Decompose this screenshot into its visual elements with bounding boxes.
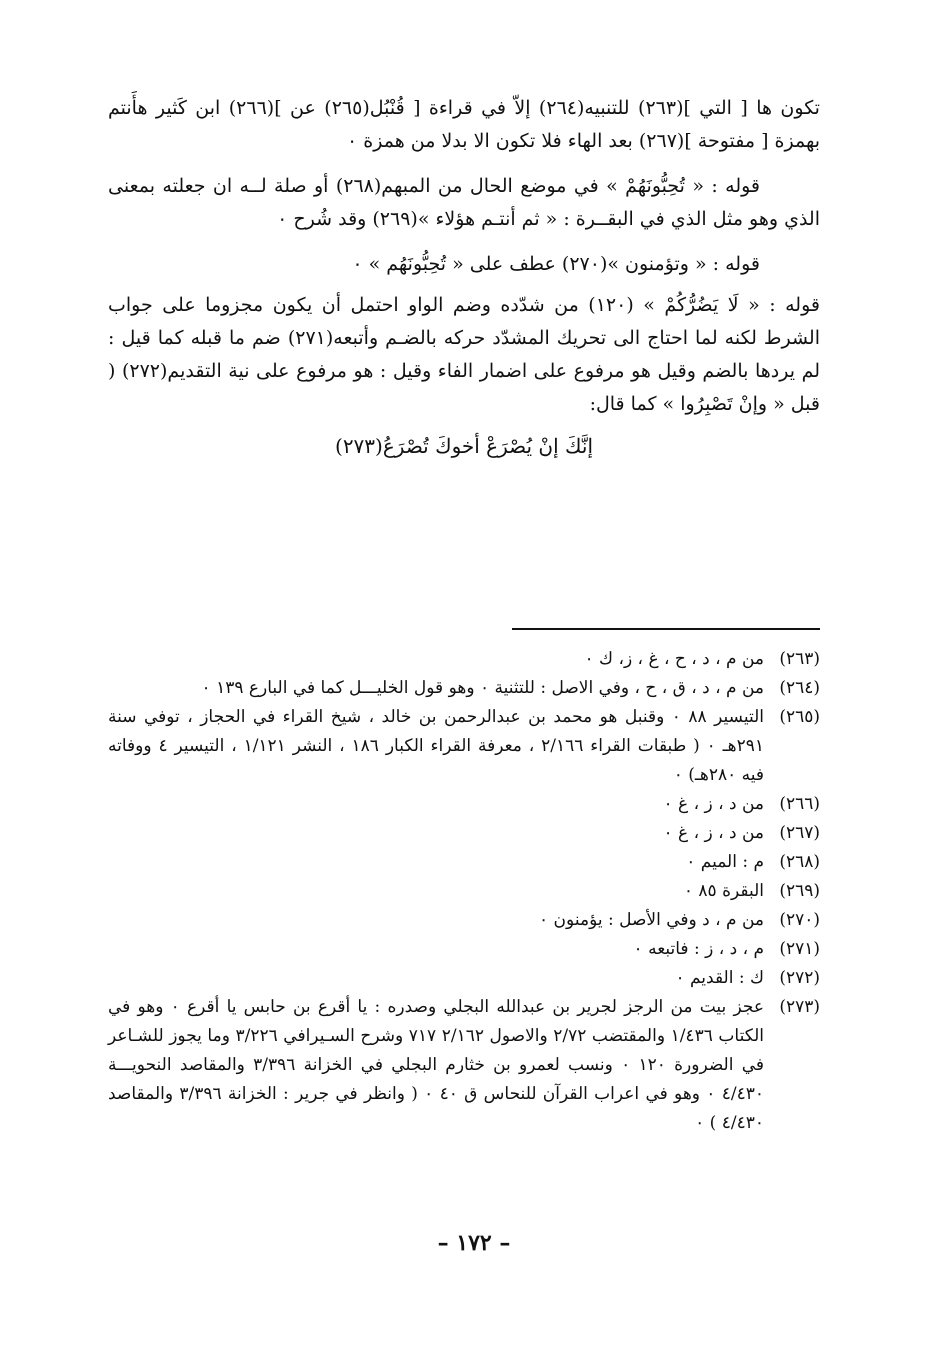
paragraph-3: قوله : « وتؤمنون »(٢٧٠) عطف على « تُحِبُّونَهُم » ٠	[352, 253, 760, 275]
footnote-separator	[512, 628, 820, 630]
footnote-number: (٢٦٣)	[779, 649, 820, 669]
footnote-number: (٢٦٨)	[779, 852, 820, 872]
footnote	[108, 935, 820, 964]
footnote	[108, 674, 820, 703]
footnote	[108, 964, 820, 993]
paragraph-4: قوله : « لَا يَضُرُّكُمْ » (١٢٠) من شدّده وضم الواو احتمل أن يكون مجزوما على جواب الشرط لكنه لما احتاج الى تحريك المشدّد حركه بالضـم وأتبعه(٢٧١) ضم ما قبله كما قيل : لم يردها بالضم وقيل هو مرفوع على اضمار الفاء وقيل : هو مرفوع على نية التقديم(٢٧٢) ( قبل « وإنْ تَصْبِرُوا » كما قال:	[108, 294, 820, 415]
footnote-text: التيسير ٨٨ ٠ وقنبل هو محمد بن عبدالرحمن بن خالد ، شيخ القراء في الحجاز ، توفي سنة ٢٩١هـ ٠ ( طبقات القراء ٢/١٦٦ ، معرفة القراء الكبار ١٨٦ ، النشر ١/١٢١ ، التيسير ٤ ووفاته فيه ٢٨٠هـ) ٠	[108, 707, 764, 785]
footnote-number: (٢٦٥)	[779, 707, 820, 727]
verse-line: إنَّكَ إنْ يُصْرَعْ أخوكَ تُصْرَعُ(٢٧٣)	[335, 434, 593, 458]
footnote-number: (٢٦٦)	[779, 794, 820, 814]
paragraph-1: تكون ها [ التي ](٢٦٣) للتنبيه(٢٦٤) إلاّ في قراءة [ قُنْبُل(٢٦٥) عن ](٢٦٦) ابن كَثير هأَنتم بهمزة [ مفتوحة ](٢٦٧) بعد الهاء فلا تكون الا بدلا من همزة ٠	[108, 97, 820, 152]
footnote-text: م ، د ، ز : فاتبعه ٠	[633, 939, 764, 959]
footnote	[108, 790, 820, 819]
footnote-number: (٢٧٢)	[779, 968, 820, 988]
footnote-text: عجز بيت من الرجز لجرير بن عبدالله البجلي وصدره : يا أقرع بن حابس يا أقرع ٠ وهو في الكتاب ١/٤٣٦ والمقتضب ٢/٧٢ والاصول ٢/١٦٢ ٧١٧ وشرح السـيرافي ٣/٢٢٦ وما يجوز للشـاعر في الضرورة ١٢٠ ٠ ونسب لعمرو بن خثارم البجلي في الخزانة ٣/٣٩٦ والمقاصد النحويـــة ٤/٤٣٠ ٠ وهو في اعراب القرآن للنحاس ق ٤٠ ٠ ( وانظر في جرير : الخزانة ٣/٣٩٦ والمقاصد ٤/٤٣٠ ) ٠	[108, 997, 764, 1133]
footnote	[108, 703, 820, 790]
footnote-text: من د ، ز ، غ ٠	[663, 823, 764, 843]
footnote	[108, 906, 820, 935]
footnote	[108, 877, 820, 906]
footnote-number: (٢٧٠)	[779, 910, 820, 930]
footnote	[108, 993, 820, 1138]
footnote-number: (٢٦٩)	[779, 881, 820, 901]
footnote-number: (٢٧١)	[779, 939, 820, 959]
footnote-number: (٢٧٣)	[779, 997, 820, 1017]
footnotes	[108, 645, 820, 1138]
footnote-text: من م ، د ، ح ، غ ، ز، ك ٠	[584, 649, 764, 669]
page-number: – ١٧٢ –	[437, 1230, 511, 1256]
footnote-number: (٢٦٧)	[779, 823, 820, 843]
footnote	[108, 848, 820, 877]
footnote-text: م : الميم ٠	[686, 852, 764, 872]
paragraph-2: قوله : « تُحِبُّونَهُمْ » في موضع الحال من المبهم(٢٦٨) أو صلة لــه ان جعلته بمعنى الذي وهو مثل الذي في البقــرة : « ثم أنتـم هؤلاء »(٢٦٩) وقد شُرح ٠	[108, 175, 820, 230]
main-text	[108, 92, 820, 463]
footnote	[108, 819, 820, 848]
footnote-text: من د ، ز ، غ ٠	[663, 794, 764, 814]
footnote-text: من م ، د ، ق ، ح ، وفي الاصل : للتثنية ٠ وهو قول الخليـــل كما في البارع ١٣٩ ٠	[201, 678, 764, 698]
footnote-number: (٢٦٤)	[779, 678, 820, 698]
footnote-text: البقرة ٨٥ ٠	[683, 881, 764, 901]
footnote-text: ك : القديم ٠	[675, 968, 764, 988]
footnote	[108, 645, 820, 674]
footnote-text: من م ، د وفي الأصل : يؤمنون ٠	[539, 910, 764, 930]
